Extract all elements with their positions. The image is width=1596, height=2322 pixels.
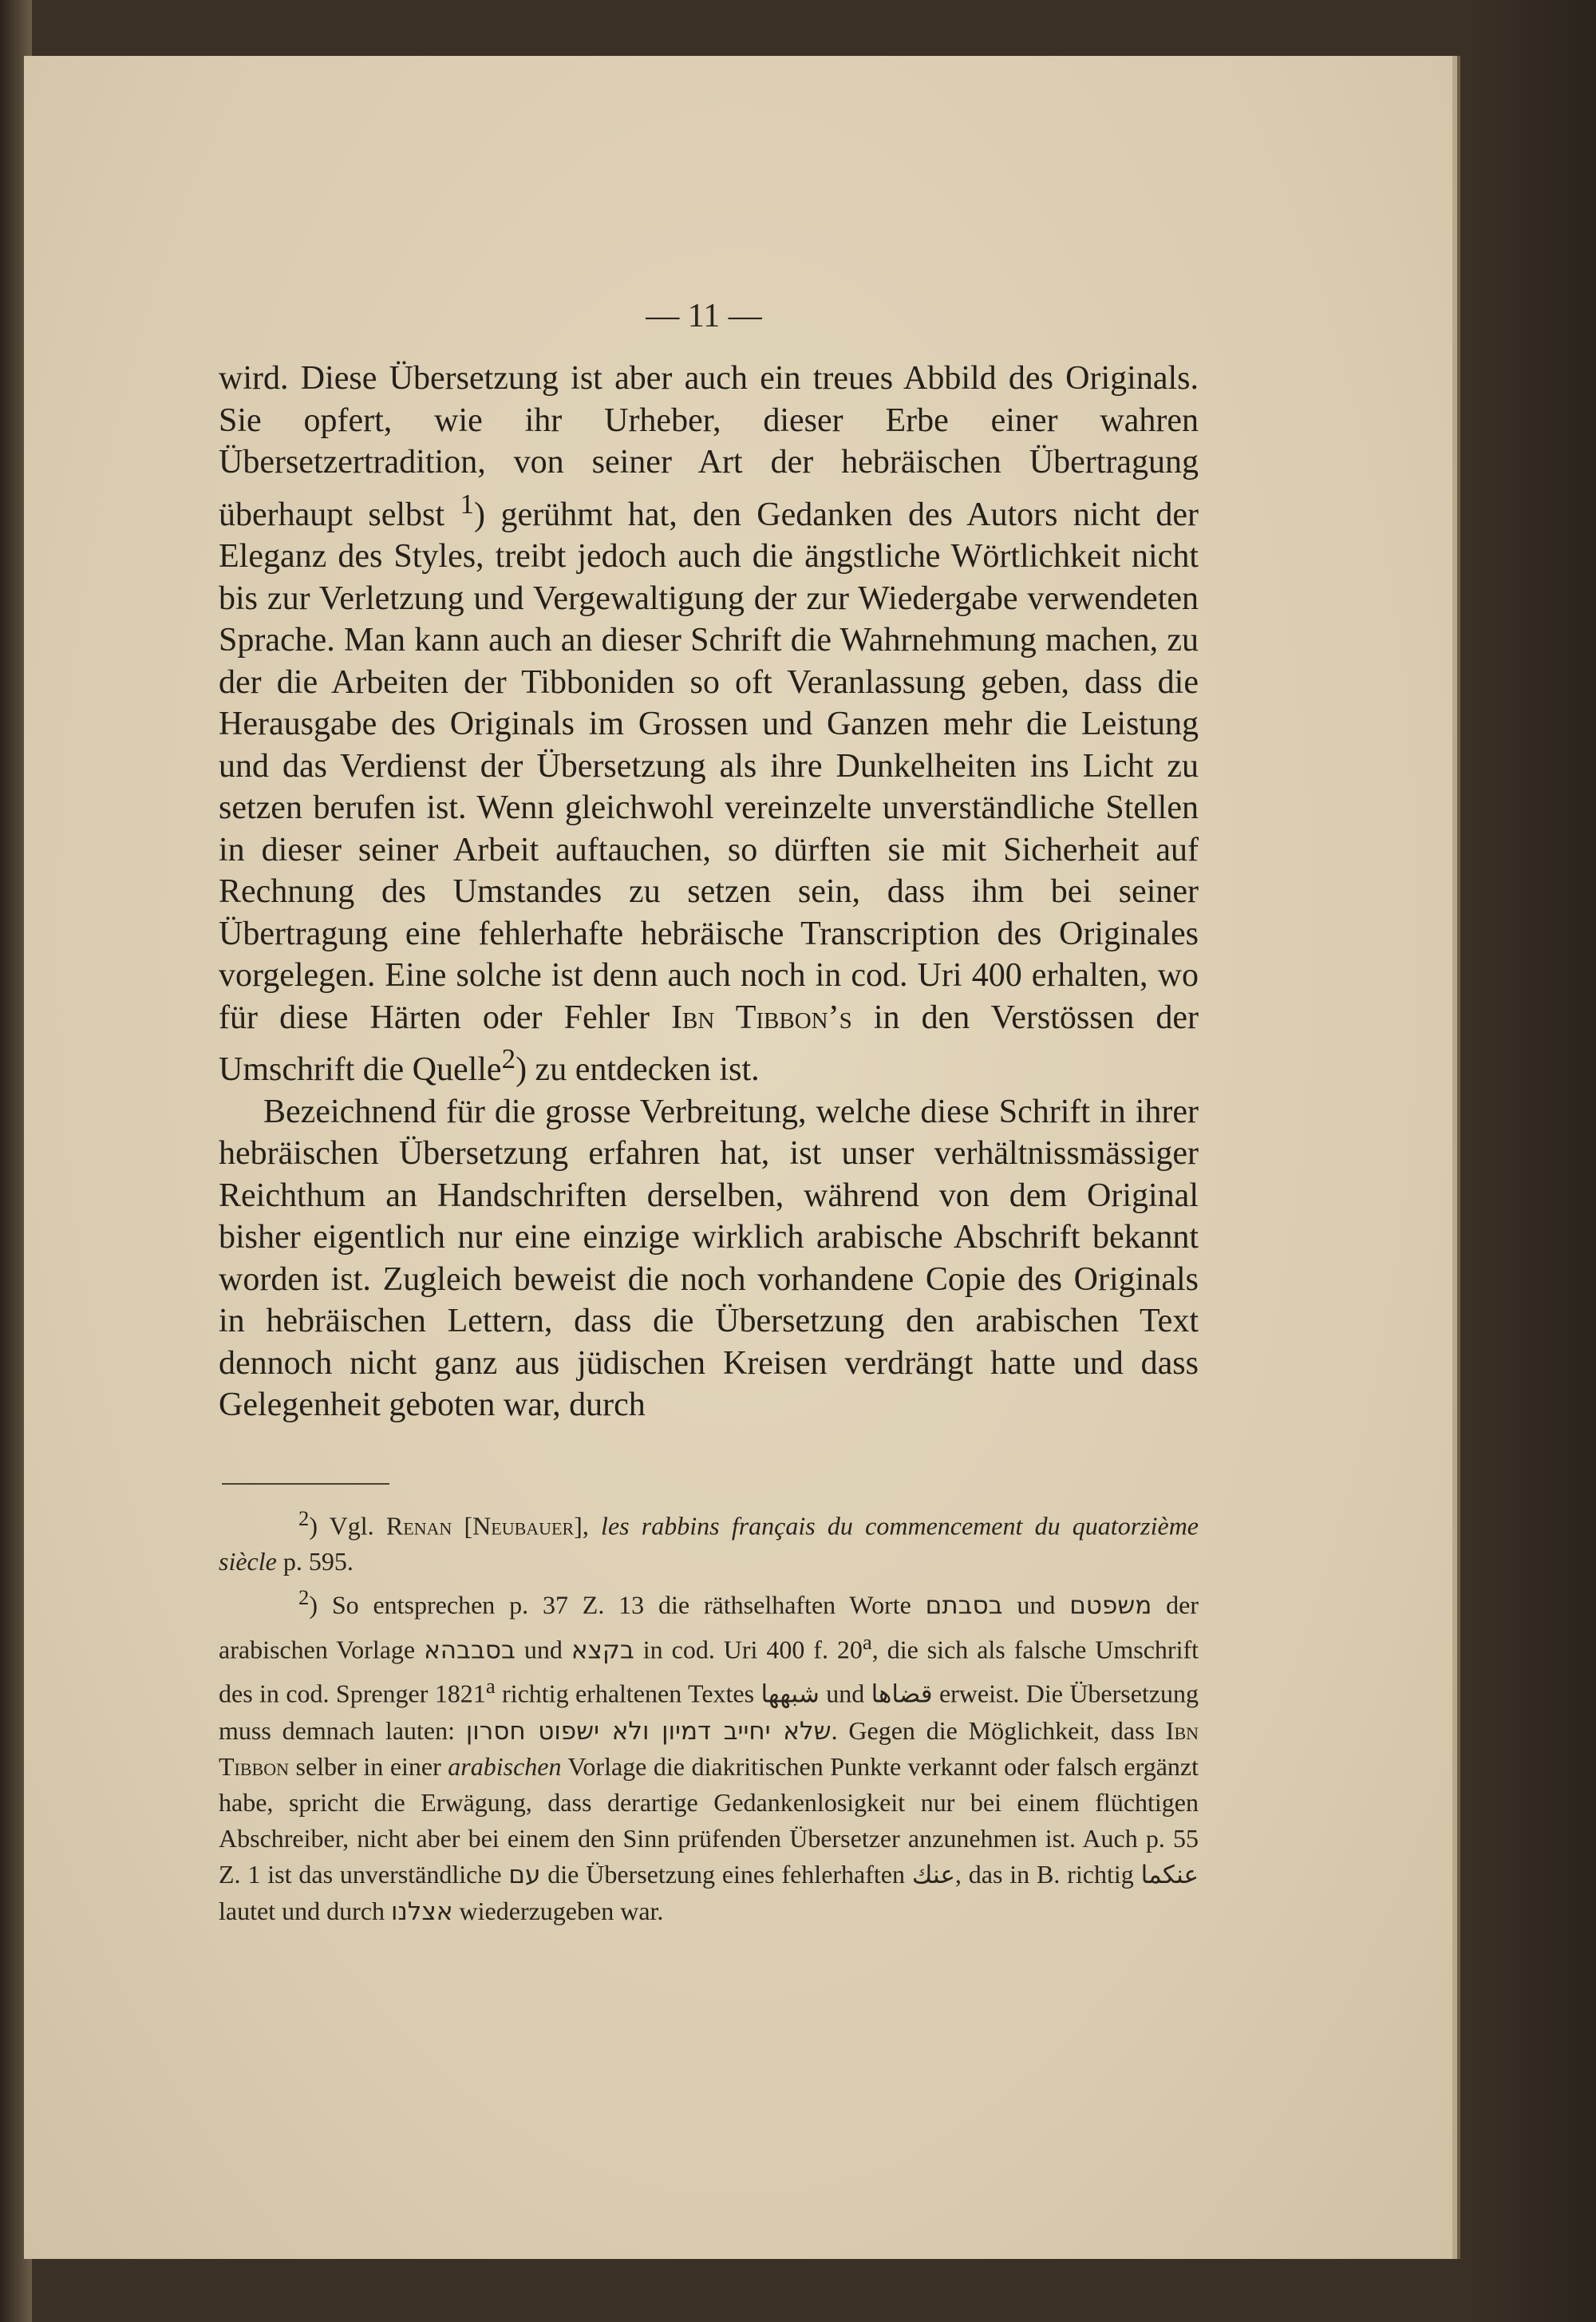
script-word: عنكما bbox=[1140, 1860, 1199, 1889]
text-segment: arabischen bbox=[448, 1752, 562, 1782]
text-segment: und bbox=[515, 1635, 571, 1664]
script-word: אצלנו bbox=[390, 1897, 453, 1926]
script-word: בקצא bbox=[571, 1636, 634, 1665]
footnote bbox=[219, 1501, 1199, 1580]
script-word: قضاها bbox=[871, 1679, 933, 1709]
text-segment: lautet und durch bbox=[219, 1896, 391, 1925]
text-segment: Bezeichnend für die grosse Verbreitung, welche diese Schrift in ihrer hebräischen Übersetzung erfahren hat, ist unser verhältnissmässiger Reichthum an Handschriften derselben, während von dem Original bisher eigentlich nur eine einzige wirklich arabische Abschrift bekannt worden ist. Zugleich beweist die noch vorhandene Copie des Originals in hebräischen Lettern, dass die Übersetzung den arabischen Text dennoch nicht ganz aus jüdischen Kreisen verdrängt hatte und dass Gelegenheit geboten war, durch bbox=[219, 1093, 1199, 1423]
script-word: عنك bbox=[911, 1860, 955, 1889]
page-number: — 11 — bbox=[646, 298, 762, 334]
text-segment: , das in B. richtig bbox=[954, 1859, 1141, 1889]
body-paragraph bbox=[219, 358, 1199, 1091]
text-segment: [ bbox=[452, 1511, 473, 1541]
text-segment: der arabischen Vorlage bbox=[219, 1590, 1199, 1664]
footnote-separator bbox=[222, 1483, 389, 1485]
text-segment: p. 595. bbox=[276, 1547, 354, 1576]
text-segment: Ibn Tibbon’s bbox=[671, 999, 852, 1036]
text-segment: erweist. Die Übersetzung muss demnach lauten: bbox=[219, 1679, 1199, 1745]
script-word: משפטם bbox=[1069, 1591, 1152, 1620]
body-paragraph bbox=[219, 1091, 1199, 1426]
book-cover-edge bbox=[1460, 0, 1596, 2322]
text-segment: , die sich als falsche Umschrift des in cod. Sprenger 1821 bbox=[219, 1635, 1199, 1708]
text-segment: und bbox=[1002, 1590, 1070, 1620]
text-segment: selber in einer bbox=[289, 1752, 448, 1782]
main-text bbox=[219, 358, 1199, 1426]
footnote-marker: 2 bbox=[501, 1043, 516, 1074]
text-segment: Neubauer bbox=[472, 1511, 575, 1541]
footnote-marker: 2 bbox=[298, 1506, 310, 1530]
footnote-marker: a bbox=[485, 1674, 496, 1699]
text-segment: ) Vgl. bbox=[309, 1511, 386, 1541]
footnote bbox=[219, 1580, 1199, 1929]
text-segment: ) So entsprechen p. 37 Z. 13 die räthselhaften Worte bbox=[309, 1590, 926, 1620]
footnote-marker: 2 bbox=[298, 1585, 310, 1610]
script-word: בסבתם bbox=[925, 1591, 1003, 1620]
footnotes bbox=[219, 1501, 1199, 1929]
text-segment: wiederzugeben war. bbox=[452, 1896, 664, 1925]
text-segment: und bbox=[819, 1679, 871, 1708]
text-segment: ) gerühmt hat, den Gedanken des Autors nicht der Eleganz des Styles, treibt jedoch auch die ängstliche Wörtlichkeit nicht bis zur Verletzung und Vergewaltigung der zur Wiedergabe verwendeten Sprache. Man kann auch an dieser Schrift die Wahrnehmung machen, zu der die Arbeiten der Tibboniden so oft Veranlassung geben, dass die Herausgabe des Originals im Grossen und Ganzen mehr die Leistung und das Verdienst der Übersetzung als ihre Dunkelheiten ins Licht zu setzen berufen ist. Wenn gleichwohl vereinzelte unverständliche Stellen in dieser seiner Arbeit auftauchen, so dürften sie mit Sicherheit auf Rechnung des Umstandes zu setzen sein, dass ihm bei seiner Übertragung eine fehlerhafte hebräische Transcription des Originales vorgelegen. Eine solche ist denn auch noch in cod. Uri 400 erhalten, wo für diese Härten oder Fehler bbox=[219, 496, 1199, 1036]
text-segment: Vorlage die diakritischen Punkte verkannt oder falsch ergänzt habe, spricht die Erwägung, dass derartige Gedankenlosigkeit nur bei einem flüchtigen Abschreiber, nicht aber bei einem den Sinn prüfenden Übersetzer anzunehmen ist. Auch p. 55 Z. 1 ist das unverständliche bbox=[219, 1752, 1199, 1889]
text-segment: die Übersetzung eines fehlerhaften bbox=[540, 1859, 912, 1889]
text-segment: les rabbins français du commencement du quatorzième siècle bbox=[219, 1511, 1199, 1576]
script-word: שלא יחייב דמיון ולא ישפוט חסרון bbox=[465, 1716, 832, 1746]
text-segment: ], bbox=[574, 1511, 602, 1541]
text-segment: in cod. Uri 400 f. 20 bbox=[634, 1635, 863, 1664]
footnote-marker: a bbox=[862, 1629, 872, 1654]
text-segment: Ibn Tibbon bbox=[219, 1715, 1199, 1782]
script-word: בסבבהא bbox=[424, 1636, 516, 1665]
text-segment: . Gegen die Möglichkeit, dass bbox=[831, 1715, 1166, 1745]
text-segment: Renan bbox=[385, 1511, 452, 1541]
text-segment: richtig erhaltenen Textes bbox=[495, 1679, 761, 1708]
text-segment: in den Verstössen der Umschrift die Quelle bbox=[219, 999, 1199, 1088]
text-segment: wird. Diese Übersetzung ist aber auch ein treues Abbild des Originals. Sie opfert, wie ihr Urheber, dieser Erbe einer wahren Übersetzertradition, von seiner Art der hebräischen Übertragung überhaupt selbst bbox=[219, 360, 1199, 533]
script-word: شبهها bbox=[760, 1679, 820, 1709]
script-word: עם bbox=[508, 1860, 541, 1889]
text-segment: ) zu entdecken ist. bbox=[516, 1051, 760, 1088]
footnote-marker: 1 bbox=[460, 488, 475, 520]
